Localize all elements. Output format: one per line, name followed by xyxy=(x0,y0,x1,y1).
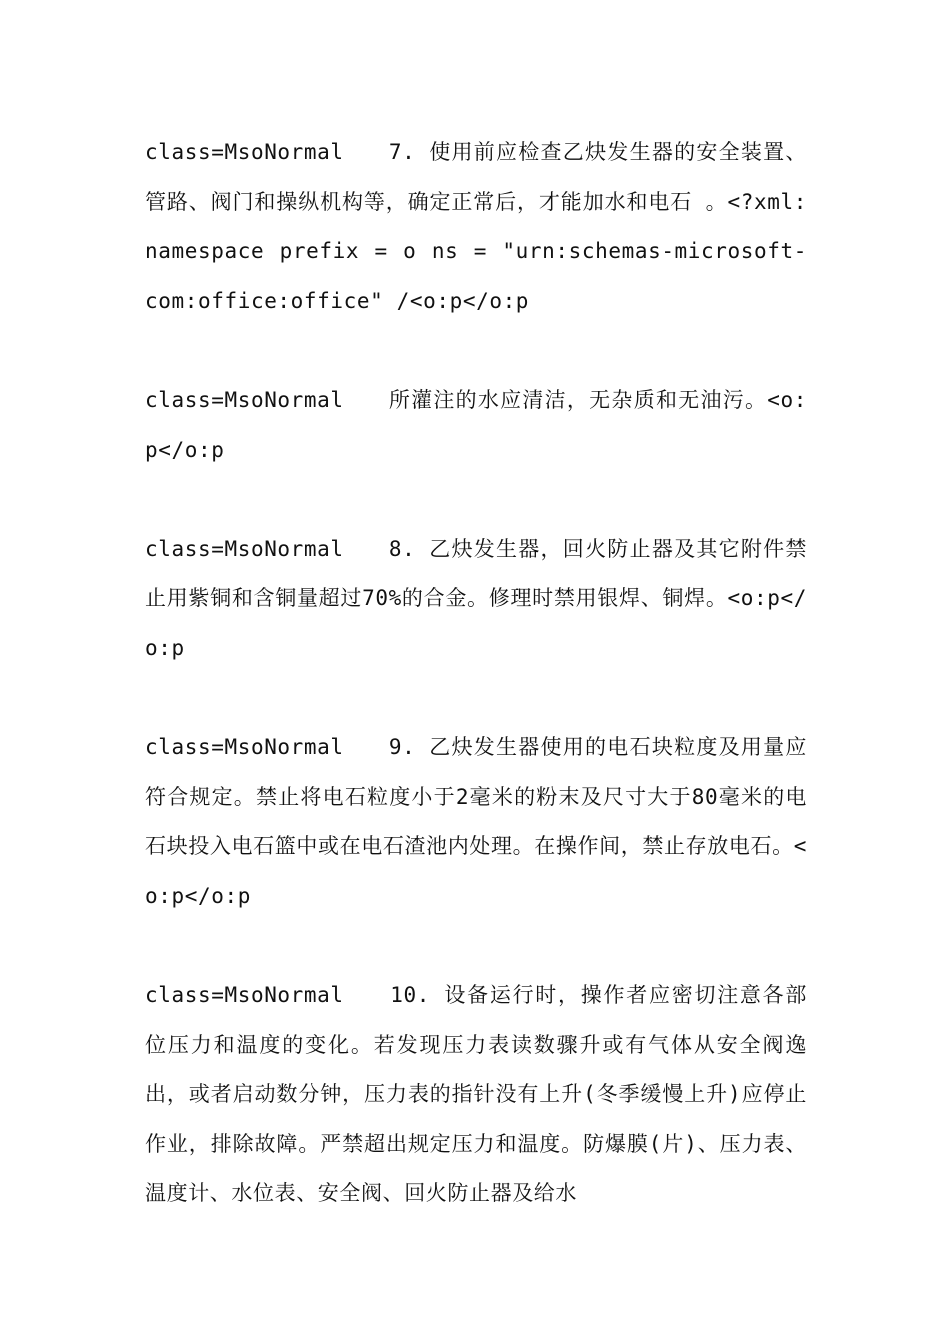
paragraph-item-7: class=MsoNormal 7. 使用前应检查乙炔发生器的安全装置、管路、阀门和操纵机构等，确定正常后，才能加水和电石 。<?xml:namespace prefix = o ns = "urn:schemas-microsoft-com:office:office" /<o:p</o:p xyxy=(145,140,807,313)
paragraph-item-8: class=MsoNormal 8. 乙炔发生器，回火防止器及其它附件禁止用紫铜和含铜量超过70%的合金。修理时禁用银焊、铜焊。<o:p</o:p xyxy=(145,536,807,660)
paragraph-water-note: class=MsoNormal 所灌注的水应清洁，无杂质和无油污。<o:p</o:p xyxy=(145,387,807,462)
paragraph-item-9: class=MsoNormal 9. 乙炔发生器使用的电石块粒度及用量应符合规定。禁止将电石粒度小于2毫米的粉末及尺寸大于80毫米的电石块投入电石篮中或在电石渣池内处理。在操作间，禁止存放电石。<o:p</o:p xyxy=(145,735,807,908)
paragraph-item-10: class=MsoNormal 10. 设备运行时，操作者应密切注意各部位压力和温度的变化。若发现压力表读数骤升或有气体从安全阀逸出，或者启动数分钟，压力表的指针没有上升(冬季缓慢上升)应停止作业，排除故障。严禁超出规定压力和温度。防爆膜(片)、压力表、温度计、水位表、安全阀、回火防止器及给水 xyxy=(145,983,807,1206)
document-body xyxy=(145,128,807,1269)
